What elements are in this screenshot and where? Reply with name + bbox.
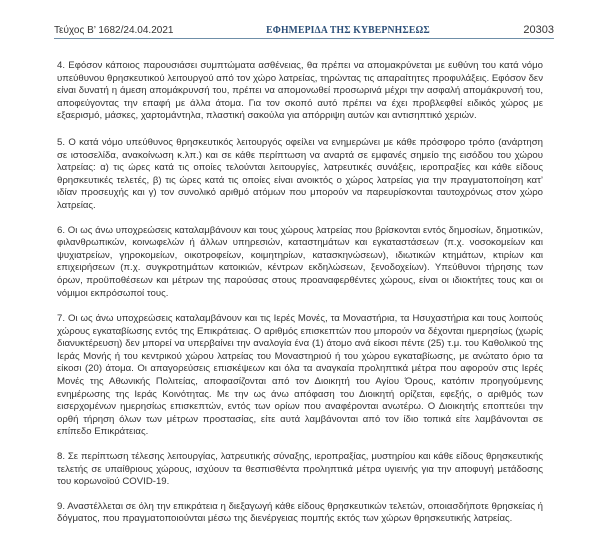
paragraph-4: 4. Εφόσον κάποιος παρουσιάσει συμπτώματα ασθένειας, θα πρέπει να απομακρύνεται με ευθύνη του κατά νόμο υπεύθυνου θρησκευτικού λειτουργού από τον χώρο λατρείας, τηρώντας τις απαραίτητες προφυλάξεις. Εφόσον δεν είναι δυνατή η άμεση απομάκρυνσή του, πρέπει να απομονωθεί προσωρινά μέχρι την ασφαλή απομάκρυνσή του, αποφεύγοντας την επαφή με άλλα άτομα. Για τον σκοπό αυτό πρέπει να έχει προβλεφθεί ειδικός χώρος με εξαερισμό, μάσκες, χαρτομάντηλα, πλαστική σακούλα για απόρριψη αυτών και αντισηπτικό χεριών. [57,60,543,122]
paragraph-9: 9. Αναστέλλεται σε όλη την επικράτεια η διεξαγωγή κάθε είδους θρησκευτικών τελετών, οποιασδήποτε θρησκείας ή δόγματος, που πραγματοποιούνται μέσω της διενέργειας πομπής εκτός των χώρων θρησκευτικής λατρείας. [57,500,543,525]
document-body [57,60,543,539]
paragraph-6: 6. Οι ως άνω υποχρεώσεις καταλαμβάνουν και τους χώρους λατρείας που βρίσκονται εντός δημοσίων, δημοτικών, φιλανθρωπικών, κοινωφελών ή άλλων υπηρεσιών, καταστημάτων και εγκαταστάσεων (π.χ. νοσοκομείων και ψυχιατρείων, γηροκομείων, οικοτροφείων, κοιμητηρίων, κατασκηνώσεων), ιδιωτικών κτημάτων, κτιρίων και επιχειρήσεων (π.χ. συγκροτημάτων κατοικιών, κέντρων εκδηλώσεων, ξενοδοχείων). Υπεύθυνοι τήρησης των όρων, προϋποθέσεων και μέτρων της παρούσας στους προαναφερθέντες χώρους, είναι οι ιδιοκτήτες τους και οι νόμιμοι εκπρόσωποί τους. [57,224,543,299]
paragraph-8: 8. Σε περίπτωση τέλεσης λειτουργίας, λατρευτικής σύναξης, ιεροπραξίας, μυστηρίου και κάθε είδους θρησκευτικής τελετής σε υπαίθριους χώρους, ισχύουν τα θεσπισθέντα προληπτικά μέτρα υγιεινής για την αποφυγή μετάδοσης του κορωνοϊού COVID-19. [57,451,543,488]
page-number: 20303 [523,24,554,36]
paragraph-5: 5. Ο κατά νόμο υπεύθυνος θρησκευτικός λειτουργός οφείλει να ενημερώνει με κάθε πρόσφορο τρόπο (ανάρτηση σε ιστοσελίδα, ανακοίνωση κ.λπ.) και σε κάθε περίπτωση να αναρτά σε εμφανές σημείο της εισόδου του χώρου λατρείας: α) τις ώρες κατά τις οποίες τελούνται λειτουργίες, λατρευτικές συνάξεις, ιεροπραξίες και κάθε είδους θρησκευτικές τελετές, β) τις ώρες κατά τις οποίες είναι ανοικτός ο χώρος λατρείας για την πραγματοποίηση κατ’ ιδίαν προσευχής και γ) τον συνολικό αριθμό ατόμων που μπορούν να παρευρίσκονται ταυτοχρόνως στον χώρο λατρείας. [57,136,543,211]
paragraph-7: 7. Οι ως άνω υποχρεώσεις καταλαμβάνουν και τις Ιερές Μονές, τα Μοναστήρια, τα Ησυχαστήρια και τους λοιπούς χώρους εγκαταβίωσης εντός της Επικράτειας. Ο αριθμός επισκεπτών που μπορούν να δέχονται ημερησίως (χωρίς διανυκτέρευση) δεν μπορεί να υπερβαίνει την αναλογία ένα (1) άτομο ανά είκοσι πέντε (25) τ.μ. του Καθολικού της Ιεράς Μονής ή του κεντρικού χώρου λατρείας του Μοναστηριού ή του χώρου εγκαταβίωσης, με ανώτατο όριο τα είκοσι (20) άτομα. Οι απαγορεύσεις επισκέψεων και όλα τα αναγκαία προληπτικά μέτρα που αφορούν στις Ιερές Μονές της Αθωνικής Πολιτείας, αποφασίζονται από τον Διοικητή του Αγίου Όρους, κατόπιν προηγούμενης ενημέρωσης της Ιεράς Κοινότητας. Με την ως άνω απόφαση του Διοικητή ορίζεται, εφεξής, ο αριθμός των εισερχομένων ημερησίως επισκεπτών, εντός των ορίων που αναφέρονται ανωτέρω. Ο Διοικητής εποπτεύει την ορθή τήρηση όλων των μέτρων προστασίας, είτε αυτά λαμβάνονται από τον ίδιο τοπικά είτε λαμβάνονται σε επίπεδο Επικράτειας. [57,313,543,438]
gazette-title: ΕΦΗΜΕΡΙΔΑ ΤΗΣ ΚΥΒΕΡΝΗΣΕΩΣ [266,25,431,36]
issue-number: Τεύχος B’ 1682/24.04.2021 [54,25,174,36]
page-header [54,18,554,39]
